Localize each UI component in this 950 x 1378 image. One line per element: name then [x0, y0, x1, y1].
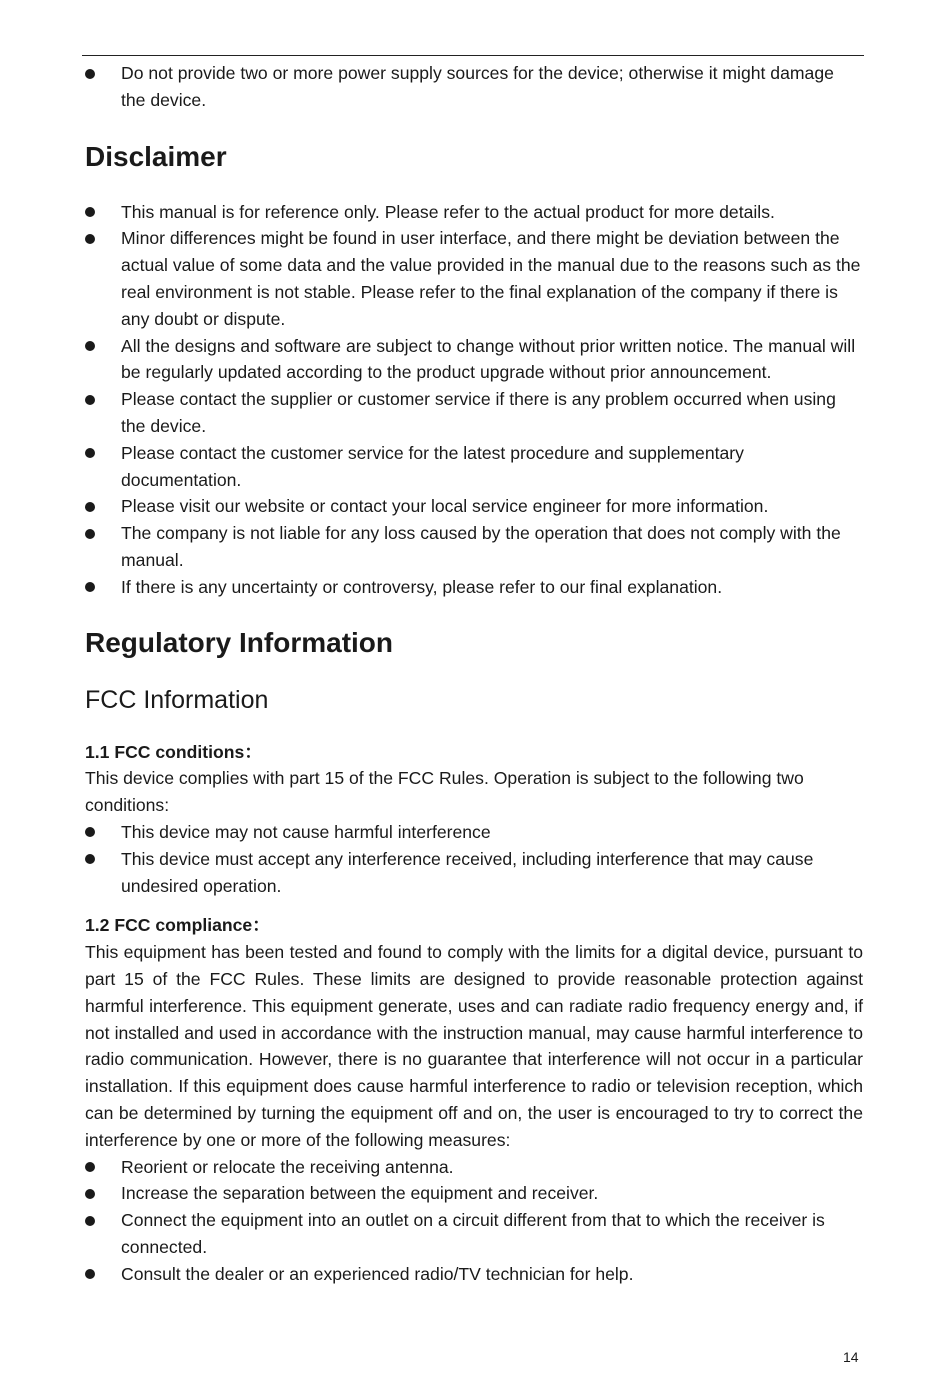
- list-item: [85, 1180, 863, 1207]
- bullet-text: Please contact the customer service for the latest procedure and supplementary documentation.: [121, 442, 744, 490]
- bullet-text: Minor differences might be found in user interface, and there might be deviation between the actual value of some data and the value provided in the manual due to the reasons such as the real environment is not stable. Please refer to the final explanation of the company if there is any doubt or dispute.: [121, 228, 861, 329]
- list-item: [85, 440, 863, 494]
- bullet-text: Increase the separation between the equipment and receiver.: [121, 1183, 599, 1204]
- disclaimer-list: [85, 199, 863, 601]
- bullet-icon: [85, 395, 95, 405]
- bullet-icon: [85, 1269, 95, 1279]
- bullet-icon: [85, 448, 95, 458]
- list-item: [85, 1261, 863, 1288]
- fcc-information-heading: FCC Information: [85, 685, 269, 714]
- bullet-icon: [85, 1162, 95, 1172]
- list-item: [85, 1154, 863, 1181]
- bullet-text: Consult the dealer or an experienced radio/TV technician for help.: [121, 1263, 634, 1284]
- list-item: [85, 846, 863, 900]
- bullet-text: This manual is for reference only. Please refer to the actual product for more details.: [121, 201, 775, 222]
- header-rule: [82, 55, 864, 56]
- bullet-text: Reorient or relocate the receiving antenna.: [121, 1156, 454, 1177]
- list-item: [85, 386, 863, 440]
- list-item: [85, 60, 863, 114]
- disclaimer-heading: Disclaimer: [85, 140, 227, 172]
- fcc-compliance-text: This equipment has been tested and found to comply with the limits for a digital device, pursuant to part 15 of the FCC Rules. These limits are designed to provide reasonable protection against harmful interference. This equipment generate, uses and can radiate radio frequency energy and, if not installed and used in accordance with the instruction manual, may cause harmful interference to radio communication. However, there is no guarantee that interference will not occur in a particular installation. If this equipment does cause harmful interference to radio or television reception, which can be determined by turning the equipment off and on, the user is encouraged to try to correct the interference by one or more of the following measures:: [85, 942, 863, 1150]
- list-item: [85, 574, 863, 601]
- fcc-conditions-list: [85, 819, 863, 899]
- fcc-compliance-title: 1.2 FCC compliance：: [85, 915, 270, 936]
- list-item: [85, 1207, 863, 1261]
- bullet-icon: [85, 234, 95, 244]
- bullet-icon: [85, 582, 95, 592]
- bullet-text: This device must accept any interference received, including interference that may cause undesired operation.: [121, 848, 814, 896]
- list-item: [85, 333, 863, 387]
- bullet-icon: [85, 529, 95, 539]
- list-item: [85, 225, 863, 332]
- bullet-text: All the designs and software are subject to change without prior written notice. The manual will be regularly updated according to the product upgrade without prior announcement.: [121, 335, 856, 383]
- power-supply-list: [85, 60, 863, 114]
- bullet-icon: [85, 69, 95, 79]
- bullet-icon: [85, 341, 95, 351]
- bullet-text: The company is not liable for any loss caused by the operation that does not comply with the manual.: [121, 523, 841, 570]
- bullet-icon: [85, 1216, 95, 1226]
- bullet-text: Connect the equipment into an outlet on a circuit different from that to which the receiver is connected.: [121, 1210, 825, 1257]
- page-number: 14: [843, 1349, 859, 1365]
- bullet-icon: [85, 1189, 95, 1199]
- bullet-text: Please visit our website or contact your local service engineer for more information.: [121, 496, 769, 517]
- regulatory-heading: Regulatory Information: [85, 626, 394, 658]
- list-item: [85, 819, 863, 846]
- bullet-text: Do not provide two or more power supply sources for the device; otherwise it might damage the device.: [121, 63, 834, 110]
- page-content: [85, 60, 863, 1287]
- bullet-icon: [85, 502, 95, 512]
- list-item: [85, 493, 863, 520]
- bullet-text: This device may not cause harmful interference: [121, 821, 491, 842]
- fcc-conditions-title: 1.1 FCC conditions：: [85, 741, 262, 762]
- fcc-measures-list: [85, 1154, 863, 1288]
- list-item: [85, 520, 863, 574]
- bullet-text: Please contact the supplier or customer service if there is any problem occurred when using the device.: [121, 389, 836, 436]
- bullet-icon: [85, 207, 95, 217]
- bullet-icon: [85, 827, 95, 837]
- fcc-conditions-text: This device complies with part 15 of the FCC Rules. Operation is subject to the following two conditions:: [85, 768, 804, 816]
- bullet-icon: [85, 854, 95, 864]
- list-item: [85, 199, 863, 226]
- bullet-text: If there is any uncertainty or controversy, please refer to our final explanation.: [121, 576, 723, 597]
